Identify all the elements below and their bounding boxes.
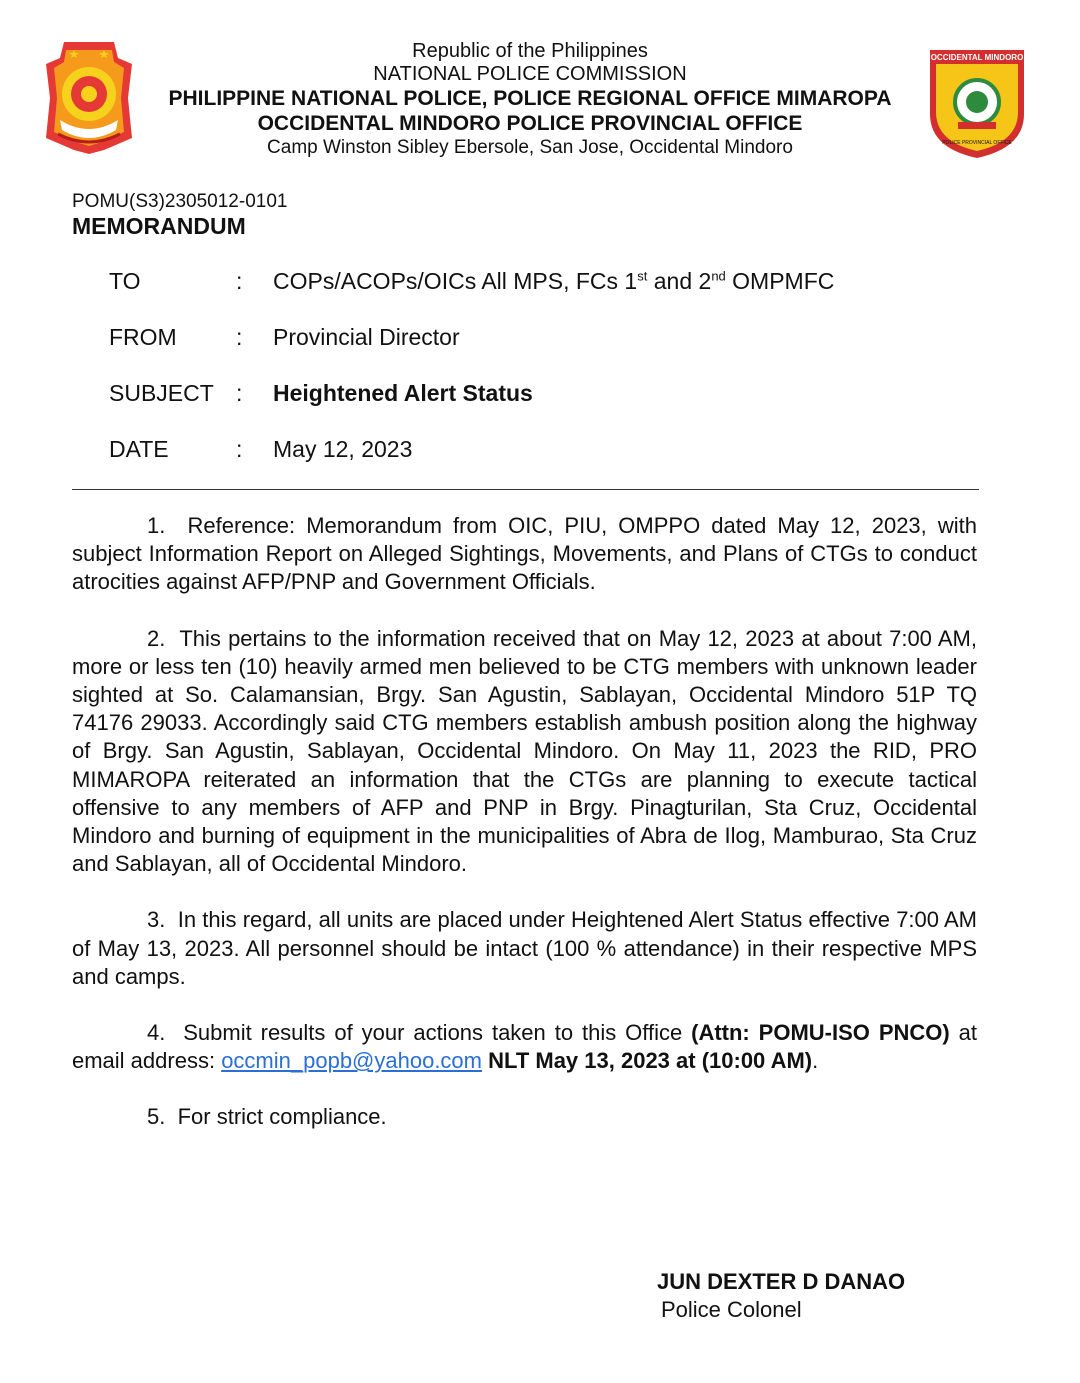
reference-number: POMU(S3)2305012-0101 (72, 191, 288, 212)
header-commission: NATIONAL POLICE COMMISSION (373, 63, 687, 85)
occidental-mindoro-ppo-badge-icon (928, 48, 1026, 160)
signature-block (657, 1268, 905, 1324)
paragraph-4: 4. Submit results of your actions taken to this Office (Attn: POMU-ISO PNCO) at email address: occmin_popb@yahoo.com NLT May 13, 2023 at (10:00 AM). (72, 1020, 977, 1074)
field-date-label: DATE (109, 436, 169, 462)
header-provincial-office: OCCIDENTAL MINDORO POLICE PROVINCIAL OFFICE (257, 112, 803, 135)
email-link[interactable]: occmin_popb@yahoo.com (221, 1048, 482, 1074)
paragraph-2: 2. This pertains to the information received that on May 12, 2023 at about 7:00 AM, more or less ten (10) heavily armed men believed to be CTG members with unknown leader sighted at So. Calamansian, Brgy. San Agustin, Sablayan, Occidental Mindoro 51P TQ 74176 29033. Accordingly said CTG members establish ambush position along the highway of Brgy. San Agustin, Sablayan, Occidental Mindoro. On May 11, 2023 the RID, PRO MIMAROPA reiterated an information that the CTGs are planning to execute tactical offensive to any members of AFP and PNP in Brgy. Pinagturilan, Sta Cruz, Occidental Mindoro and burning of equipment in the municipalities of Abra de Ilog, Mamburao, Sta Cruz and Sablayan, all of Occidental Mindoro. (72, 625, 977, 877)
paragraph-3: 3. In this regard, all units are placed under Heightened Alert Status effective 7:00 AM of May 13, 2023. All personnel should be intact (100 % attendance) in their respective MPS and camps. (72, 907, 977, 989)
header-pnp-regional-office: PHILIPPINE NATIONAL POLICE, POLICE REGIONAL OFFICE MIMAROPA (168, 87, 892, 110)
field-colon: : (236, 380, 243, 406)
memo-title: MEMORANDUM (72, 213, 246, 239)
field-from-label: FROM (109, 324, 177, 350)
header-address: Camp Winston Sibley Ebersole, San Jose, Occidental Mindoro (267, 137, 793, 158)
field-subject-value: Heightened Alert Status (273, 380, 533, 406)
field-date-value: May 12, 2023 (273, 436, 413, 462)
field-colon: : (236, 436, 243, 462)
badge-bottom-text: POLICE PROVINCIAL OFFICE (942, 140, 1012, 146)
pnp-seal-icon (44, 38, 134, 154)
paragraph-1: 1. Reference: Memorandum from OIC, PIU, OMPPO dated May 12, 2023, with subject Information Report on Alleged Sightings, Movements, and Plans of CTGs to conduct atrocities against AFP/PNP and Government Officials. (72, 513, 977, 595)
letterhead (140, 40, 920, 160)
field-to-label: TO (109, 268, 141, 294)
signatory-name: JUN DEXTER D DANAO (657, 1269, 906, 1294)
badge-top-text: OCCIDENTAL MINDORO (930, 53, 1024, 62)
memo-body (72, 512, 977, 1160)
field-colon: : (236, 268, 243, 294)
field-colon: : (236, 324, 243, 350)
paragraph-5: 5. For strict compliance. (147, 1104, 387, 1130)
field-subject-label: SUBJECT (109, 380, 214, 406)
header-republic: Republic of the Philippines (412, 40, 648, 62)
field-from-value: Provincial Director (273, 324, 460, 350)
divider (72, 489, 979, 490)
signatory-title: Police Colonel (661, 1297, 802, 1322)
field-to-value: COPs/ACOPs/OICs All MPS, FCs 1st and 2nd OMPMFC (273, 268, 835, 294)
